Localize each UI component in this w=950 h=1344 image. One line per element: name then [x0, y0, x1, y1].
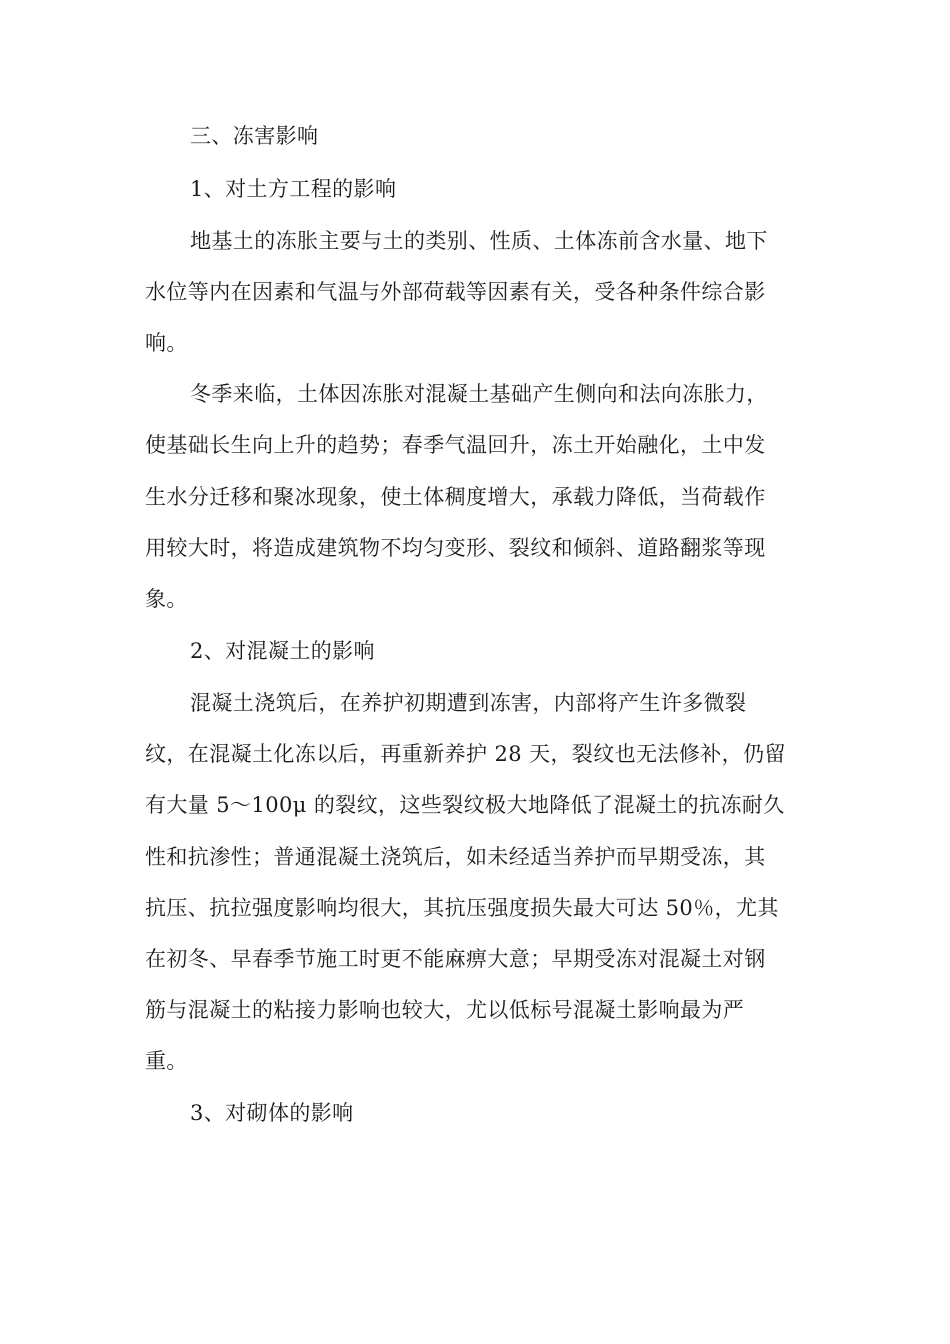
- paragraph-line: 地基土的冻胀主要与土的类别、性质、土体冻前含水量、地下: [190, 229, 768, 253]
- paragraph-line: 生水分迁移和聚冰现象，使土体稠度增大，承载力降低，当荷载作: [145, 485, 766, 509]
- paragraph-line: 抗压、抗拉强度影响均很大，其抗压强度损失最大可达 50％，尤其: [145, 896, 779, 920]
- subsection-heading: 2、对混凝土的影响: [190, 639, 375, 663]
- paragraph-line: 性和抗渗性；普通混凝土浇筑后，如未经适当养护而早期受冻，其: [145, 845, 766, 869]
- subsection-heading: 1、对土方工程的影响: [190, 177, 397, 201]
- paragraph-line: 水位等内在因素和气温与外部荷载等因素有关，受各种条件综合影: [145, 280, 766, 304]
- paragraph-line: 象。: [145, 587, 188, 611]
- subsection-heading: 3、对砌体的影响: [190, 1101, 354, 1125]
- paragraph-line: 响。: [145, 331, 188, 355]
- section-heading: 三、冻害影响: [190, 124, 319, 148]
- paragraph-line: 冬季来临，土体因冻胀对混凝土基础产生侧向和法向冻胀力，: [190, 382, 768, 406]
- paragraph-line: 筋与混凝土的粘接力影响也较大，尤以低标号混凝土影响最为严: [145, 998, 745, 1022]
- paragraph-line: 重。: [145, 1049, 188, 1073]
- paragraph-line: 混凝土浇筑后，在养护初期遭到冻害，内部将产生许多微裂: [190, 691, 747, 715]
- paragraph-line: 在初冬、早春季节施工时更不能麻痹大意；早期受冻对混凝土对钢: [145, 947, 766, 971]
- paragraph-line: 有大量 5～100μ 的裂纹，这些裂纹极大地降低了混凝土的抗冻耐久: [145, 793, 785, 817]
- paragraph-line: 用较大时，将造成建筑物不均匀变形、裂纹和倾斜、道路翻浆等现: [145, 536, 766, 560]
- paragraph-line: 使基础长生向上升的趋势；春季气温回升，冻土开始融化，土中发: [145, 433, 766, 457]
- paragraph-line: 纹，在混凝土化冻以后，再重新养护 28 天，裂纹也无法修补，仍留: [145, 742, 786, 766]
